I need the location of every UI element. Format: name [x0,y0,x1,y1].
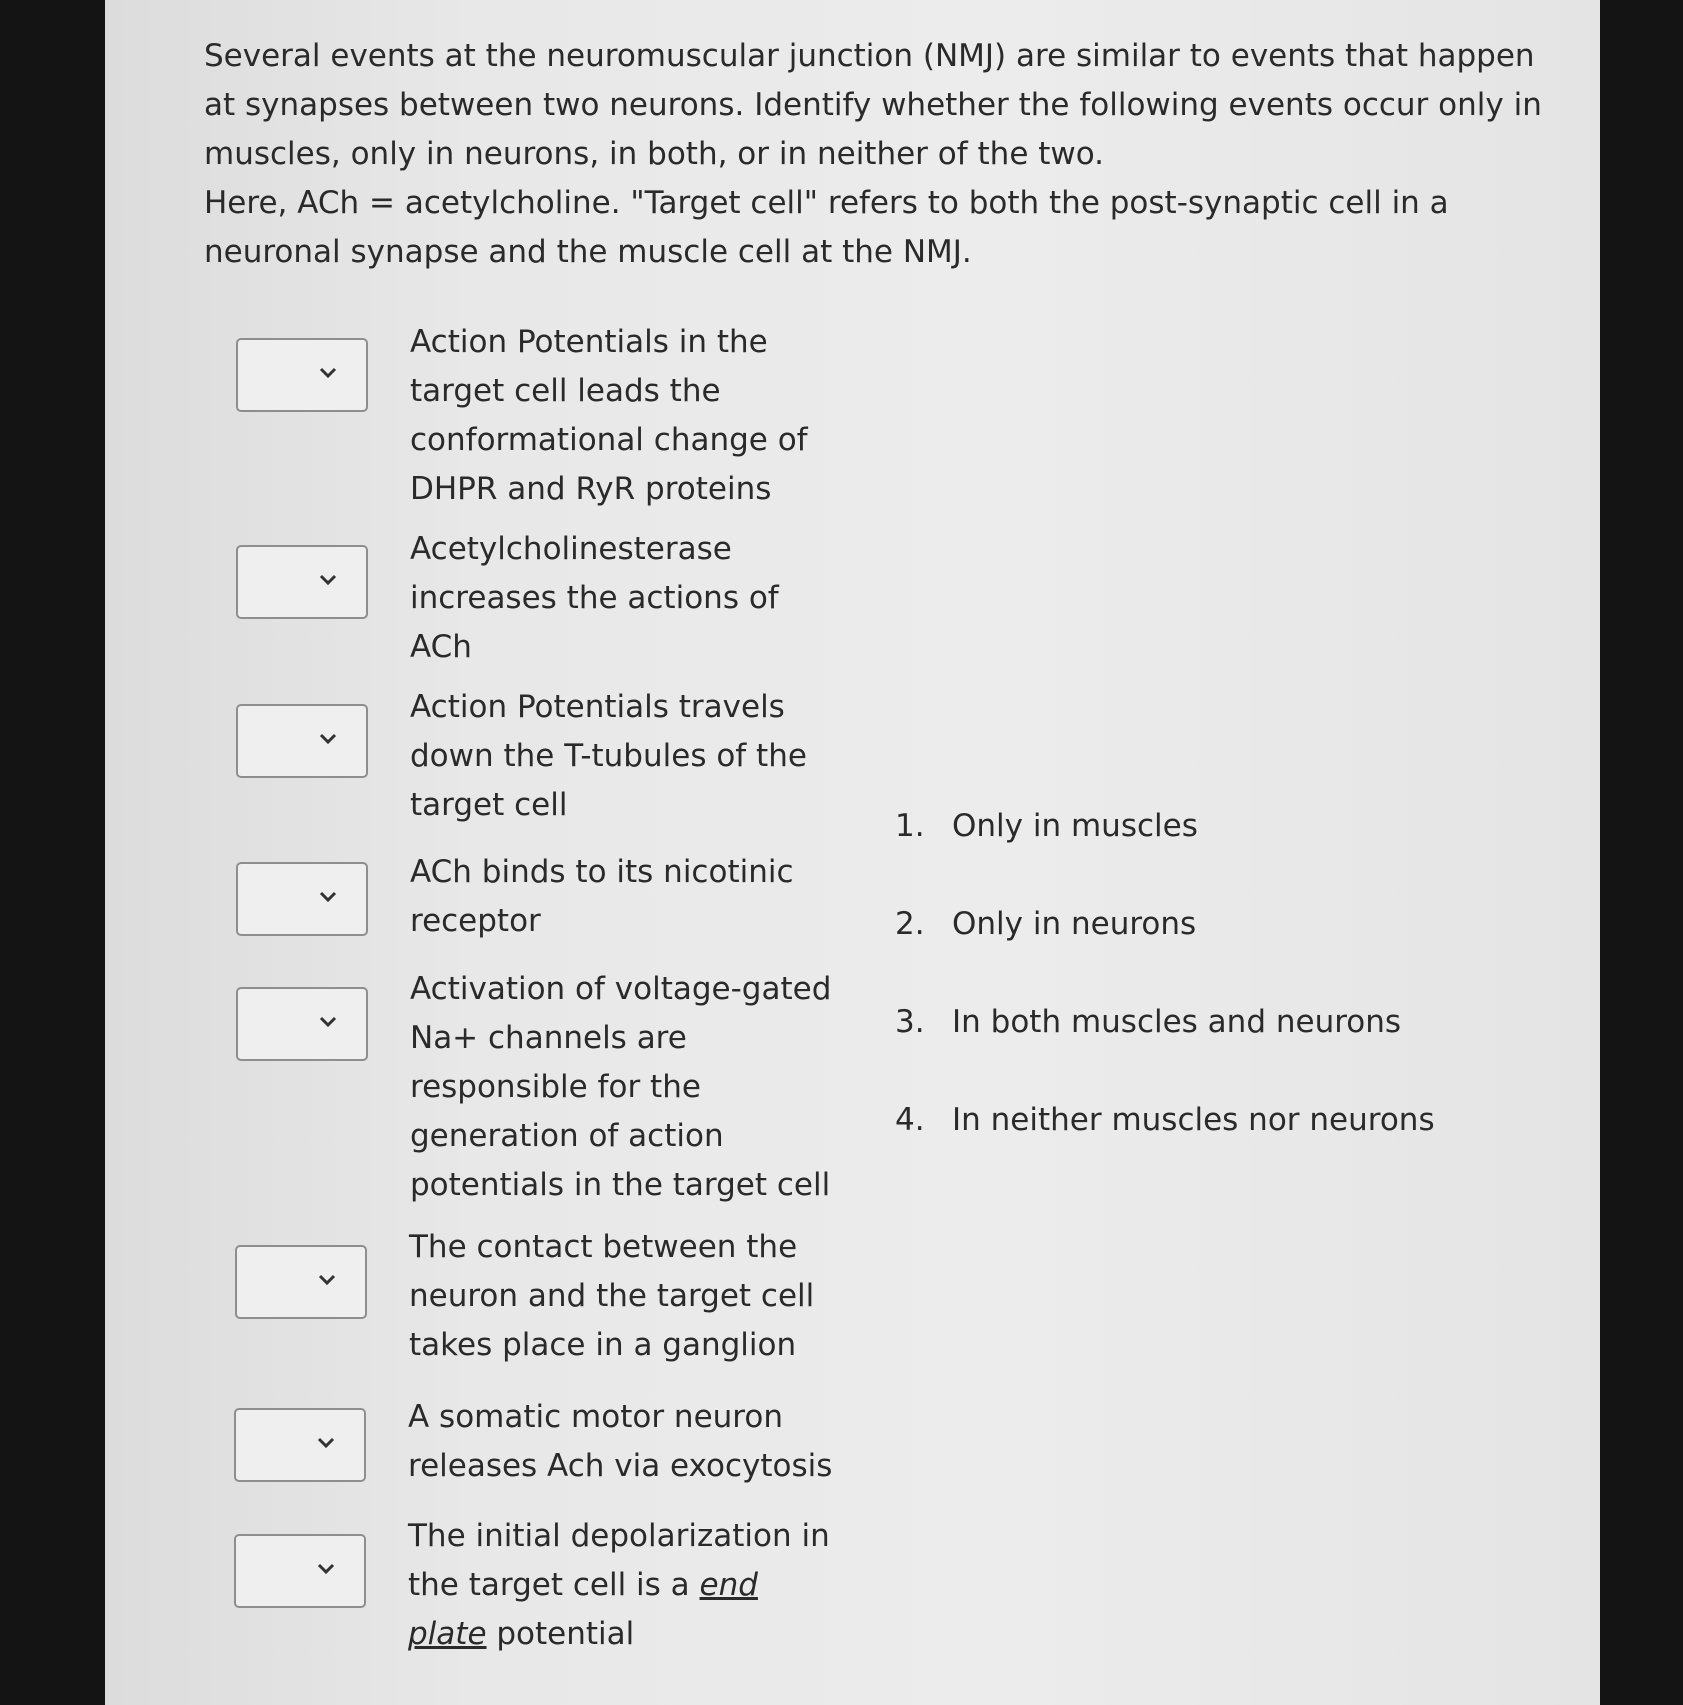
event-text-6: The contact between the neuron and the target cell takes place in a ganglion [409,1229,815,1363]
chevron-down-icon [318,366,338,380]
choice-item-1 [895,808,1435,906]
event-text-4: ACh binds to its nicotinic receptor [410,854,794,939]
event-text-7: A somatic motor neuron releases Ach via exocytosis [408,1399,833,1484]
answer-choices-list [895,808,1435,1200]
choice-number: 4. [895,1102,925,1138]
event-text-1: Action Potentials in the target cell leads the conformational change of DHPR and RyR proteins [410,324,808,507]
choice-number: 1. [895,808,925,844]
tablet-screen [105,0,1600,1705]
choice-number: 2. [895,906,925,942]
choice-label: In neither muscles nor neurons [952,1102,1435,1138]
answer-dropdown-6[interactable] [235,1245,367,1319]
prompt-paragraph-2: Here, ACh = acetylcholine. "Target cell" refers to both the post-synaptic cell in a neuronal synapse and the muscle cell at the NMJ. [204,185,1449,270]
chevron-down-icon [316,1562,336,1576]
answer-dropdown-1[interactable] [236,338,368,412]
chevron-down-icon [318,732,338,746]
choice-number: 3. [895,1004,925,1040]
choice-item-3 [895,1004,1435,1102]
event-text-2: Acetylcholinesterase increases the actions of ACh [410,531,779,665]
choice-item-2 [895,906,1435,1004]
answer-dropdown-3[interactable] [236,704,368,778]
answer-dropdown-8[interactable] [234,1534,366,1608]
question-prompt [204,32,1544,277]
event-text-8 [408,1512,838,1659]
answer-dropdown-2[interactable] [236,545,368,619]
event-text-5: Activation of voltage-gated Na+ channels are responsible for the generation of action potentials in the target cell [410,971,832,1203]
prompt-paragraph-1: Several events at the neuromuscular junction (NMJ) are similar to events that happen at synapses between two neurons. Identify whether the following events occur only in muscles, only in neurons, in both, or in neither of the two. [204,38,1542,172]
chevron-down-icon [317,1273,337,1287]
chevron-down-icon [318,1015,338,1029]
choice-item-4 [895,1102,1435,1200]
answer-dropdown-5[interactable] [236,987,368,1061]
choice-label: Only in muscles [952,808,1198,844]
answer-dropdown-7[interactable] [234,1408,366,1482]
event-text-8-before: The initial depolarization in the target cell is a [408,1518,830,1603]
choice-label: Only in neurons [952,906,1197,942]
chevron-down-icon [318,573,338,587]
chevron-down-icon [318,890,338,904]
event-text-8-after: potential [486,1616,635,1652]
event-text-3: Action Potentials travels down the T-tubules of the target cell [410,689,807,823]
choice-label: In both muscles and neurons [952,1004,1402,1040]
end-plate-term: end plate [408,1567,758,1652]
chevron-down-icon [316,1436,336,1450]
answer-dropdown-4[interactable] [236,862,368,936]
